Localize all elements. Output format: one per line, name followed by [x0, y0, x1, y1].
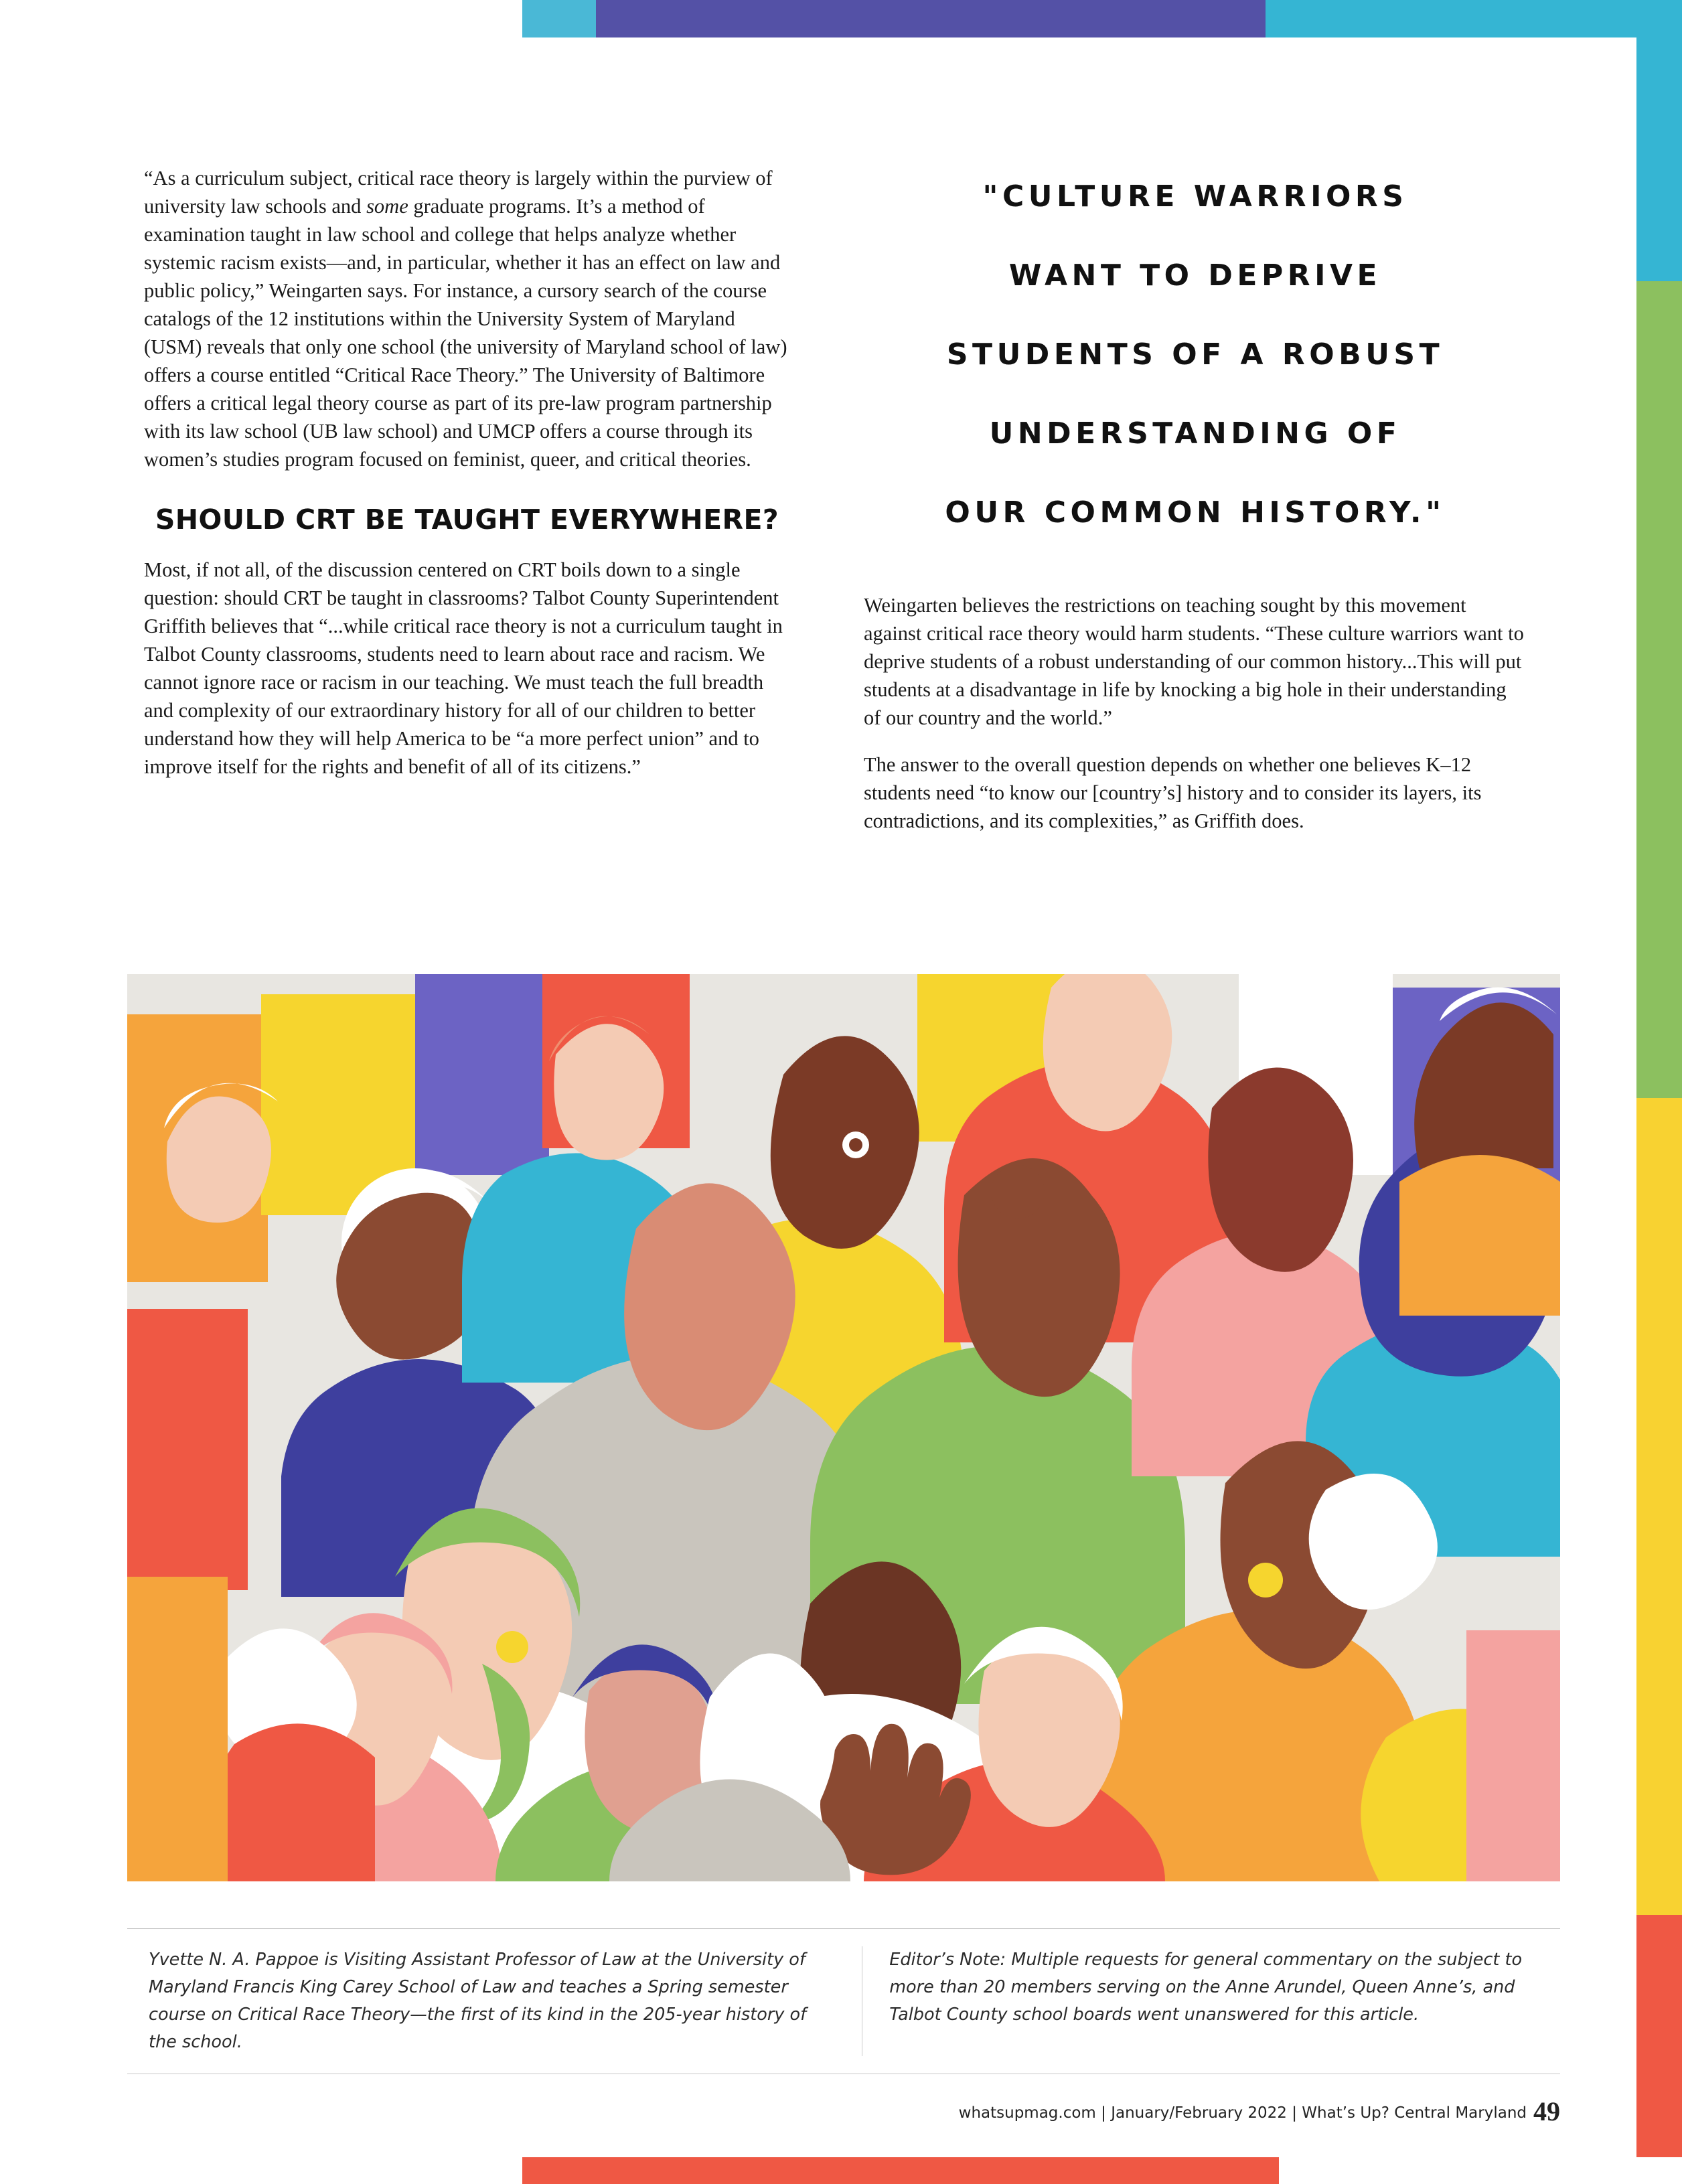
pull-quote-line-3: STUDENTS OF A ROBUST	[946, 337, 1444, 372]
section-heading: SHOULD CRT BE TAUGHT EVERYWHERE?	[155, 503, 779, 536]
pull-quote-line-2: WANT TO DEPRIVE	[1008, 258, 1382, 293]
crowd-illustration-graphic	[127, 974, 1560, 1881]
editors-note: Editor’s Note: Multiple requests for general commentary on the subject to more than 20 members serving on the Anne Arundel, Queen Anne’s, and Talbot County school boards went unanswered for this article.	[862, 1946, 1560, 2056]
page-number: 49	[1533, 2096, 1560, 2126]
right-bar-segment-yellow	[1636, 1098, 1682, 1915]
right-paragraph-1: Weingarten believes the restrictions on teaching sought by this movement against critical race theory would harm students. “These culture warriors want to deprive students of a robust understanding of our common history...This will put students at a disadvantage in life by knocking a big hole in their understanding of our country and the world.”	[864, 594, 1524, 729]
left-paragraph-2: Most, if not all, of the discussion centered on CRT boils down to a single question: should CRT be taught in classrooms? Talbot County Superintendent Griffith believes that “...while critical race theory is not a curriculum taught in Talbot County classrooms, students need to learn about race and racism. We cannot ignore race or racism in our teaching. We must teach the full breadth and complexity of our extraordinary history for all of our children to better understand how they will help America to be “a more perfect union” and to improve itself for the rights and benefit of all of its citizens.”	[144, 558, 783, 778]
author-bio-note: Yvette N. A. Pappoe is Visiting Assistant Professor of Law at the University of Maryland Francis King Carey School of Law and teaches a Spring semester course on Critical Race Theory—the first of its kind in the 205-year history of the school.	[149, 1950, 807, 2052]
footnotes-block	[127, 1928, 1560, 2074]
left-paragraph-1-part1: “As a curriculum subject, critical race theory is largely within the purview of university law schools and	[144, 167, 773, 218]
right-bar-segment-green	[1636, 281, 1682, 1098]
pull-quote-line-1: "CULTURE WARRIORS	[982, 179, 1408, 214]
pull-quote	[864, 157, 1527, 552]
page-footer	[0, 2096, 1560, 2127]
footer-credit-line: whatsupmag.com | January/February 2022 | What’s Up? Central Maryland	[958, 2104, 1527, 2122]
right-decorative-bar	[1636, 0, 1682, 2184]
left-paragraph-1-italic: some	[366, 195, 408, 218]
right-bar-segment-red	[1636, 1915, 1682, 2184]
pull-quote-line-4: UNDERSTANDING OF	[989, 416, 1401, 451]
right-bar-segment-cyan	[1636, 0, 1682, 281]
right-text-column	[864, 157, 1527, 854]
left-paragraph-1-part2: graduate programs. It’s a method of examination taught in law school and college that helps analyze whether systemic racism exists—and, in particular, whether it has an effect on law and public policy,” Weingarten says. For instance, a cursory search of the course catalogs of the 12 institutions within the University System of Maryland (USM) reveals that only one school (the university of Maryland school of law) offers a course entitled “Critical Race Theory.” The University of Baltimore offers a critical legal theory course as part of its pre-law program partnership with its law school (UB law school) and UMCP offers a course through its women’s studies program focused on feminist, queer, and critical theories.	[144, 195, 787, 471]
crowd-illustration	[127, 974, 1560, 1881]
pull-quote-line-5: OUR COMMON HISTORY."	[945, 495, 1446, 530]
right-paragraph-2: The answer to the overall question depends on whether one believes K–12 students need “to know our [country’s] history and to consider its layers, its contradictions, and its complexities,” as Griffith does.	[864, 753, 1482, 832]
left-text-column	[144, 164, 790, 799]
left-paragraph-1	[144, 164, 790, 473]
